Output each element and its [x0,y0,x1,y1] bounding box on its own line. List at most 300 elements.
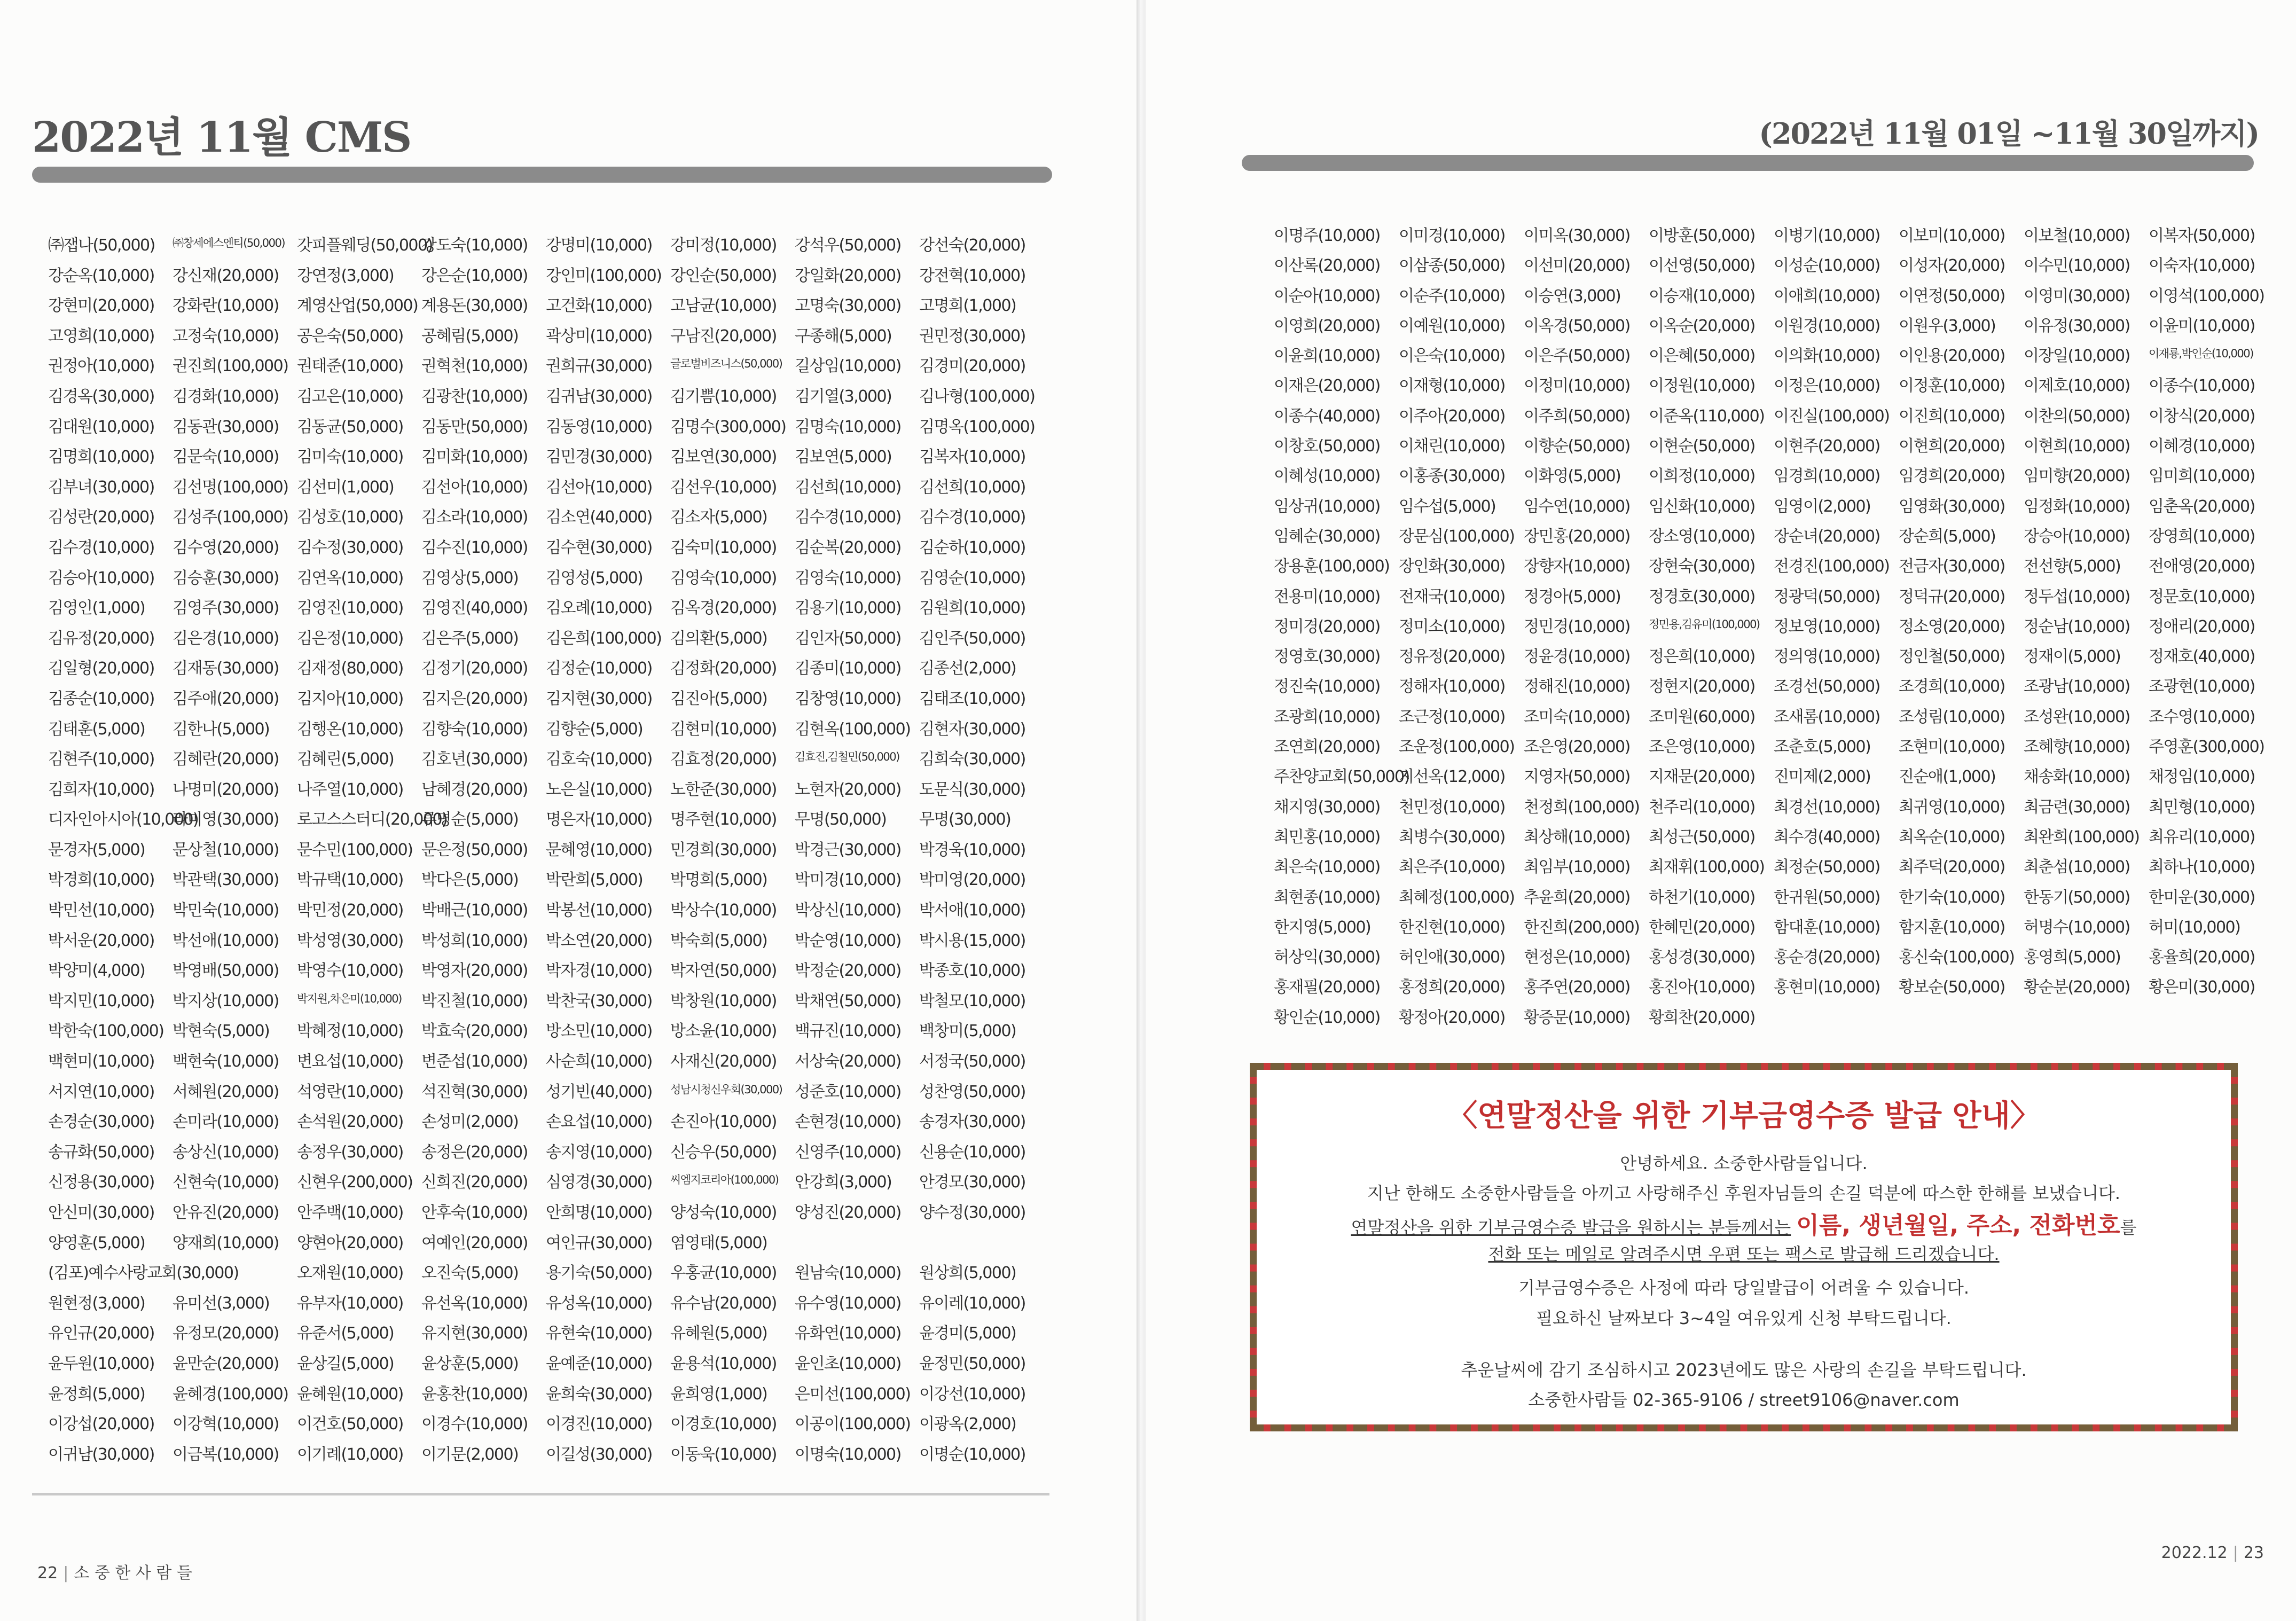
donor-entry: 정인철(50,000) [1899,647,2005,667]
donor-entry: 문은정(50,000) [421,840,528,859]
donor-entry: 김성주(100,000) [173,508,288,527]
donor-entry: 이향순(50,000) [1524,437,1630,456]
donor-entry: 주찬양교회(50,000) [1274,768,1409,787]
donor-entry: 김지아(10,000) [297,689,403,708]
donor-entry: (김포)예수사랑교회(30,000) [48,1264,239,1283]
donor-entry: 이화영(5,000) [1524,467,1621,486]
donor-entry: 윤정민(50,000) [919,1354,1025,1373]
donor-entry: 전재국(10,000) [1399,587,1505,606]
notice-text: 연말정산을 위한 기부금영수증 발급을 원하시는 분들께서는 [1351,1217,1791,1238]
donor-entry: 한지영(5,000) [1274,918,1371,937]
donor-entry: 박정순(20,000) [795,961,901,981]
donor-entry: 송규화(50,000) [48,1142,154,1162]
donor-entry: 강현미(20,000) [48,296,154,316]
donor-entry: 이윤미(10,000) [2149,316,2255,335]
donor-entry: 박서애(10,000) [919,901,1025,920]
donor-entry: 이정은(10,000) [1774,377,1880,396]
donor-entry: 정문호(10,000) [2149,587,2255,606]
donor-entry: 김현자(30,000) [919,719,1025,739]
donor-entry: 윤인초(10,000) [795,1354,901,1373]
donor-entry: 김정화(20,000) [670,659,777,678]
donor-entry: 김유정(20,000) [48,629,154,648]
donor-entry: 홍진아(10,000) [1649,978,1755,997]
donor-entry: 라미영(30,000) [173,810,279,829]
donor-entry: 김선희(10,000) [919,477,1025,497]
donor-entry: 강화란(10,000) [173,296,279,316]
donor-entry: 성남시청신우회(30,000) [670,1083,782,1096]
donor-entry: 강연정(3,000) [297,266,394,285]
donor-entry: 박선애(10,000) [173,931,279,950]
donor-entry: 권진희(100,000) [173,357,288,376]
donor-entry: 김복자(10,000) [919,448,1025,467]
donor-entry: 조운정(100,000) [1399,738,1515,757]
donor-entry: 박민정(20,000) [297,901,403,920]
donor-entry: 김소자(5,000) [670,508,767,527]
donor-entry: 김선희(10,000) [795,477,901,497]
donor-entry: 권태준(10,000) [297,357,403,376]
donor-entry: 조미숙(10,000) [1524,707,1630,726]
donor-entry: 양성숙(10,000) [670,1203,777,1222]
donor-entry: 갓피플웨딩(50,000) [297,236,433,255]
donor-entry: 유선옥(10,000) [421,1294,528,1313]
donor-entry: 박창원(10,000) [670,991,777,1011]
donor-entry: 김기쁨(10,000) [670,387,777,406]
donor-entry: 박순영(10,000) [795,931,901,950]
donor-entry: 정민경(10,000) [1524,617,1630,636]
donor-entry: 정보영(10,000) [1774,617,1880,636]
donor-entry: 박영수(10,000) [297,961,403,981]
donor-entry: 윤혜경(100,000) [173,1384,288,1404]
donor-entry: 김종미(10,000) [795,659,901,678]
donor-entry: 이영희(20,000) [1274,316,1380,335]
donor-entry: 김재정(80,000) [297,659,403,678]
notice-line: 추운날씨에 감기 조심하시고 2023년에도 많은 사랑의 손길을 부탁드립니다. [1461,1360,2027,1380]
donor-entry: 이성순(10,000) [1774,256,1880,276]
donor-entry: 김옥경(20,000) [670,599,777,618]
donor-entry: 김지현(30,000) [546,689,652,708]
donor-entry: 박규택(10,000) [297,871,403,890]
donor-entry: 노은실(10,000) [546,780,652,799]
donor-entry: 윤희숙(30,000) [546,1384,652,1404]
donor-entry: 김경화(10,000) [173,387,279,406]
donor-entry: 강선숙(20,000) [919,236,1025,255]
notice-text: 를 [2120,1217,2137,1238]
donor-entry: 송경자(30,000) [919,1113,1025,1132]
donor-entry: 김동영(10,000) [546,417,652,436]
donor-entry: 정재이(5,000) [2024,647,2121,667]
donor-entry: 김수영(20,000) [173,538,279,557]
donor-entry: 이정미(10,000) [1524,377,1630,396]
donor-entry: 신정용(30,000) [48,1173,154,1192]
donor-entry: 강미정(10,000) [670,236,777,255]
donor-entry: 정해진(10,000) [1524,677,1630,696]
donor-entry: 김광찬(10,000) [421,387,528,406]
donor-entry: 용기숙(50,000) [546,1264,652,1283]
donor-entry: 안희명(10,000) [546,1203,652,1222]
donor-entry: 성찬영(50,000) [919,1082,1025,1101]
donor-entry: 김영성(5,000) [546,568,643,588]
donor-entry: 이창호(50,000) [1274,437,1380,456]
donor-entry: 김은희(100,000) [546,629,662,648]
donor-entry: 정민용,김유미(100,000) [1649,617,1760,631]
donor-entry: 조춘호(5,000) [1774,738,1871,757]
donor-entry: 박영자(20,000) [421,961,528,981]
donor-entry: 김의환(5,000) [670,629,767,648]
donor-entry: 이은숙(10,000) [1399,347,1505,366]
donor-entry: 김나형(100,000) [919,387,1035,406]
donor-entry: 장인화(30,000) [1399,557,1505,576]
donor-entry: 박숙희(5,000) [670,931,767,950]
donor-entry: 박양미(4,000) [48,961,145,981]
donor-entry: 이유정(30,000) [2024,316,2130,335]
donor-entry: 김고은(10,000) [297,387,403,406]
donor-entry: 계용돈(30,000) [421,296,528,316]
donor-entry: 이명주(10,000) [1274,226,1380,245]
donor-entry: 최임부(10,000) [1524,858,1630,877]
donor-entry: 이순아(10,000) [1274,286,1380,306]
donor-entry: 방소윤(10,000) [670,1022,777,1041]
donor-entry: 이혜성(10,000) [1274,467,1380,486]
donor-entry: 조성완(10,000) [2024,707,2130,726]
donor-entry: 박다은(5,000) [421,871,519,890]
donor-entry: 오재원(10,000) [297,1264,403,1283]
donor-entry: 김영상(5,000) [421,568,519,588]
donor-entry: 이홍종(30,000) [1399,467,1505,486]
donor-entry: 이종수(10,000) [2149,377,2255,396]
donor-entry: 김종선(2,000) [919,659,1016,678]
donor-entry: 이원우(3,000) [1899,316,1996,335]
donor-entry: 이현희(20,000) [1899,437,2005,456]
donor-entry: 김정순(10,000) [546,659,652,678]
donor-entry: 이동욱(10,000) [670,1445,777,1464]
donor-entry: 지재문(20,000) [1649,768,1755,787]
donor-entry: 무명(30,000) [919,810,1011,829]
donor-entry: 홍신숙(100,000) [1899,948,2015,967]
donor-entry: 주영훈(300,000) [2149,738,2264,757]
donor-entry: 김재동(30,000) [173,659,279,678]
donor-entry: 박민선(10,000) [48,901,154,920]
donor-entry: 이창식(20,000) [2149,406,2255,426]
donor-entry: 김수진(10,000) [421,538,528,557]
donor-entry: 박경희(10,000) [48,871,154,890]
page-footer-left [37,1560,192,1583]
donor-entry: 유수영(10,000) [795,1294,901,1313]
donor-entry: 임상귀(10,000) [1274,497,1380,516]
donor-entry: 김승훈(30,000) [173,568,279,588]
donor-entry: 장순희(5,000) [1899,527,1996,546]
donor-entry: 원현정(3,000) [48,1294,145,1313]
donor-entry: 김민경(30,000) [546,448,652,467]
donor-entry: 임정화(10,000) [2024,497,2130,516]
donor-entry: 김호년(30,000) [421,750,528,769]
donor-entry: 김종순(10,000) [48,689,154,708]
donor-entry: 채정임(10,000) [2149,768,2255,787]
donor-entry: 김효진,김철민(50,000) [795,750,899,764]
donor-entry: 황은미(30,000) [2149,978,2255,997]
donor-entry: 이금복(10,000) [173,1445,279,1464]
donor-entry: 구남진(20,000) [670,326,777,346]
donor-entry: 박효숙(20,000) [421,1022,528,1041]
donor-entry: 이명숙(10,000) [795,1445,901,1464]
donor-entry: 로고스스터디(20,000) [297,810,448,829]
donor-entry: 홍주연(20,000) [1524,978,1630,997]
donor-entry: 이윤희(10,000) [1274,347,1380,366]
donor-entry: 김부녀(30,000) [48,477,154,497]
issue-date: 2022.12 [2161,1544,2228,1562]
donor-entry: 이은주(50,000) [1524,347,1630,366]
donor-entry: 박지원,차은미(10,000) [297,992,402,1005]
donor-entry: 명은자(10,000) [546,810,652,829]
donor-entry: 김인주(50,000) [919,629,1025,648]
donor-entry: 김용기(10,000) [795,599,901,618]
donor-entry: 유화연(10,000) [795,1324,901,1343]
donor-entry: 임미향(20,000) [2024,467,2130,486]
donor-entry: 명주현(10,000) [670,810,777,829]
donor-entry: 신용순(10,000) [919,1142,1025,1162]
donor-entry: 신현숙(10,000) [173,1173,279,1192]
donor-entry: 김선아(10,000) [421,477,528,497]
donor-entry: 조광남(10,000) [2024,677,2130,696]
donor-entry: 최주덕(20,000) [1899,858,2005,877]
donor-entry: 김은경(10,000) [173,629,279,648]
donor-entry: 이옥순(20,000) [1649,316,1755,335]
donor-entry: 조성림(10,000) [1899,707,2005,726]
donor-entry: 박찬국(30,000) [546,991,652,1011]
donor-entry: 이귀남(30,000) [48,1445,154,1464]
donor-entry: 이재은(20,000) [1274,377,1380,396]
donor-entry: 서정국(50,000) [919,1052,1025,1071]
donor-entry: 조연희(20,000) [1274,738,1380,757]
donor-entry: 강은순(10,000) [421,266,528,285]
donor-entry: 박현숙(5,000) [173,1022,270,1041]
donor-entry: 유지현(30,000) [421,1324,528,1343]
donor-entry: 이애희(10,000) [1774,286,1880,306]
left-page [0,0,1138,1621]
donor-entry: 유이레(10,000) [919,1294,1025,1313]
donor-entry: 함대훈(10,000) [1774,918,1880,937]
donor-entry: 허미(10,000) [2149,918,2240,937]
donor-entry: 김동관(30,000) [173,417,279,436]
donor-list-left [48,238,1063,1477]
period-heading: (2022년 11월 01일 ~11월 30일까지) [1759,116,2259,151]
donor-entry: 채송화(10,000) [2024,768,2130,787]
donor-entry: 윤예준(10,000) [546,1354,652,1373]
donor-entry: 김향숙(10,000) [421,719,528,739]
donor-entry: 정미경(20,000) [1274,617,1380,636]
title-underline-bar [1242,155,2254,171]
donor-entry: 장민홍(20,000) [1524,527,1630,546]
donor-entry: 김호숙(10,000) [546,750,652,769]
donor-entry: 김성란(20,000) [48,508,154,527]
donor-entry: 강명미(10,000) [546,236,652,255]
donor-entry: 권정아(10,000) [48,357,154,376]
donor-list-right [1274,228,2283,1040]
donor-entry: 이수민(10,000) [2024,256,2130,276]
donor-entry: 이기문(2,000) [421,1445,519,1464]
donor-entry: 김일형(20,000) [48,659,154,678]
donor-entry: 정유정(20,000) [1399,647,1505,667]
donor-entry: 염영태(5,000) [670,1233,767,1252]
donor-entry: 은미선(100,000) [795,1384,911,1404]
donor-entry: 장문심(100,000) [1399,527,1515,546]
donor-entry: 전금자(30,000) [1899,557,2005,576]
donor-entry: 이미옥(30,000) [1524,226,1630,245]
donor-entry: 권민정(30,000) [919,326,1025,346]
donor-entry: 최유리(10,000) [2149,827,2255,847]
donor-entry: 김영주(30,000) [173,599,279,618]
bottom-rule [32,1493,1049,1495]
donor-entry: 이선영(50,000) [1649,256,1755,276]
donor-entry: 박성희(10,000) [421,931,528,950]
donor-entry: 김대원(10,000) [48,417,154,436]
donor-entry: 최현종(10,000) [1274,888,1380,907]
donor-entry: 윤상훈(5,000) [421,1354,519,1373]
donor-entry: 이기례(10,000) [297,1445,403,1464]
donor-entry: 윤두원(10,000) [48,1354,154,1373]
donor-entry: 강일화(20,000) [795,266,901,285]
donor-entry: 이현희(10,000) [2024,437,2130,456]
donor-entry: 최금련(30,000) [2024,797,2130,817]
donor-entry: 유준서(5,000) [297,1324,394,1343]
donor-entry: 박상수(10,000) [670,901,777,920]
donor-entry: 김태훈(5,000) [48,719,145,739]
donor-entry: 유현숙(10,000) [546,1324,652,1343]
donor-entry: 임수연(10,000) [1524,497,1630,516]
donor-entry: 홍율희(20,000) [2149,948,2255,967]
donor-entry: 정의영(10,000) [1774,647,1880,667]
donor-entry: 김명옥(100,000) [919,417,1035,436]
donor-entry: 석영란(10,000) [297,1082,403,1101]
donor-entry: 김수경(10,000) [795,508,901,527]
donor-entry: 문수민(100,000) [297,840,413,859]
donor-entry: 김정기(20,000) [421,659,528,678]
donor-entry: 한귀원(50,000) [1774,888,1880,907]
donor-entry: 진미제(2,000) [1774,768,1871,787]
donor-entry: 김수현(30,000) [546,538,652,557]
donor-entry: 박채연(50,000) [795,991,901,1011]
page-footer-right [2161,1544,2264,1562]
donor-entry: 홍영희(5,000) [2024,948,2121,967]
donor-entry: 박서운(20,000) [48,931,154,950]
donor-entry: 방소민(10,000) [546,1022,652,1041]
donor-entry: 안주백(10,000) [297,1203,403,1222]
donor-entry: 김영숙(10,000) [795,568,901,588]
donor-entry: 이주아(20,000) [1399,406,1505,426]
donor-entry: 김은주(5,000) [421,629,519,648]
donor-entry: 정소영(20,000) [1899,617,2005,636]
donor-entry: 김선우(10,000) [670,477,777,497]
donor-entry: 채지영(30,000) [1274,797,1380,817]
donor-entry: 홍현미(10,000) [1774,978,1880,997]
donor-entry: 최재휘(100,000) [1649,858,1765,877]
donor-entry: 박경욱(10,000) [919,840,1025,859]
donor-entry: 조은영(10,000) [1649,738,1755,757]
donor-entry: 최옥순(10,000) [1899,827,2005,847]
donor-entry: 홍순경(20,000) [1774,948,1880,967]
donor-entry: 한진희(200,000) [1524,918,1640,937]
donor-entry: 이복자(50,000) [2149,226,2255,245]
donor-entry: 박명희(5,000) [670,871,767,890]
donor-entry: 이영미(30,000) [2024,286,2130,306]
donor-entry: 함지훈(10,000) [1899,918,2005,937]
donor-entry: 김명희(10,000) [48,448,154,467]
donor-entry: 장향자(10,000) [1524,557,1630,576]
donor-entry: 박봉선(10,000) [546,901,652,920]
donor-entry: 백규진(10,000) [795,1022,901,1041]
donor-entry: 이산록(20,000) [1274,256,1380,276]
donor-entry: 김혜린(5,000) [297,750,394,769]
donor-entry: 이찬의(50,000) [2024,406,2130,426]
donor-entry: 공은숙(50,000) [297,326,403,346]
donor-entry: 정애리(20,000) [2149,617,2255,636]
donor-entry: 장승아(10,000) [2024,527,2130,546]
donor-entry: 이보철(10,000) [2024,226,2130,245]
donor-entry: 윤혜원(10,000) [297,1384,403,1404]
donor-entry: 황순분(20,000) [2024,978,2130,997]
donor-entry: 정은희(10,000) [1649,647,1755,667]
donor-entry: 송상신(10,000) [173,1142,279,1162]
donor-entry: 이경수(10,000) [421,1415,528,1434]
donor-entry: 홍성경(30,000) [1649,948,1755,967]
donor-entry: 성준호(10,000) [795,1082,901,1101]
donor-entry: 최민홍(10,000) [1274,827,1380,847]
donor-entry: 오진숙(5,000) [421,1264,519,1283]
donor-entry: 길상임(10,000) [795,357,901,376]
donor-entry: 박관택(30,000) [173,871,279,890]
donor-entry: 최하나(10,000) [2149,858,2255,877]
donor-entry: 지영자(50,000) [1524,768,1630,787]
donor-entry: 구종해(5,000) [795,326,892,346]
donor-entry: 이선미(20,000) [1524,256,1630,276]
donor-entry: 김행온(10,000) [297,719,403,739]
donor-entry: 박미영(20,000) [919,871,1025,890]
donor-entry: 천민정(10,000) [1399,797,1505,817]
donor-entry: 박지민(10,000) [48,991,154,1011]
donor-entry: 조경희(10,000) [1899,677,2005,696]
donor-entry: 공혜림(5,000) [421,326,519,346]
donor-entry: 조혜향(10,000) [2024,738,2130,757]
donor-entry: 노현자(20,000) [795,780,901,799]
donor-entry [795,1235,919,1266]
donor-entry: 문혜영(10,000) [546,840,652,859]
donor-entry: 김현주(10,000) [48,750,154,769]
donor-entry: 이미경(10,000) [1399,226,1505,245]
donor-entry: 박성영(30,000) [297,931,403,950]
donor-entry: 곽상미(10,000) [546,326,652,346]
donor-entry: 이강섭(20,000) [48,1415,154,1434]
donor-entry: 허상익(30,000) [1274,948,1380,967]
donor-entry: 양수정(30,000) [919,1203,1025,1222]
donor-entry: 윤용석(10,000) [670,1354,777,1373]
donor-entry: 정미소(10,000) [1399,617,1505,636]
donor-entry: 고명숙(30,000) [795,296,901,316]
donor-entry: 이옥경(50,000) [1524,316,1630,335]
donor-entry: 손성미(2,000) [421,1113,519,1132]
donor-entry: 박혜정(10,000) [297,1022,403,1041]
donor-entry: 이승재(10,000) [1649,286,1755,306]
donor-entry: ㈜잽나(50,000) [48,236,155,255]
donor-entry: 장영희(10,000) [2149,527,2255,546]
donor-entry: 유혜원(5,000) [670,1324,767,1343]
donor-entry: 도문식(30,000) [919,780,1025,799]
donor-entry: 윤정희(5,000) [48,1384,145,1404]
donor-entry: 김순하(10,000) [919,538,1025,557]
donor-entry: 김효정(20,000) [670,750,777,769]
donor-entry: 박배근(10,000) [421,901,528,920]
donor-entry: 심영경(30,000) [546,1173,652,1192]
donor-entry: 이연정(50,000) [1899,286,2005,306]
donor-entry: 강전혁(10,000) [919,266,1025,285]
